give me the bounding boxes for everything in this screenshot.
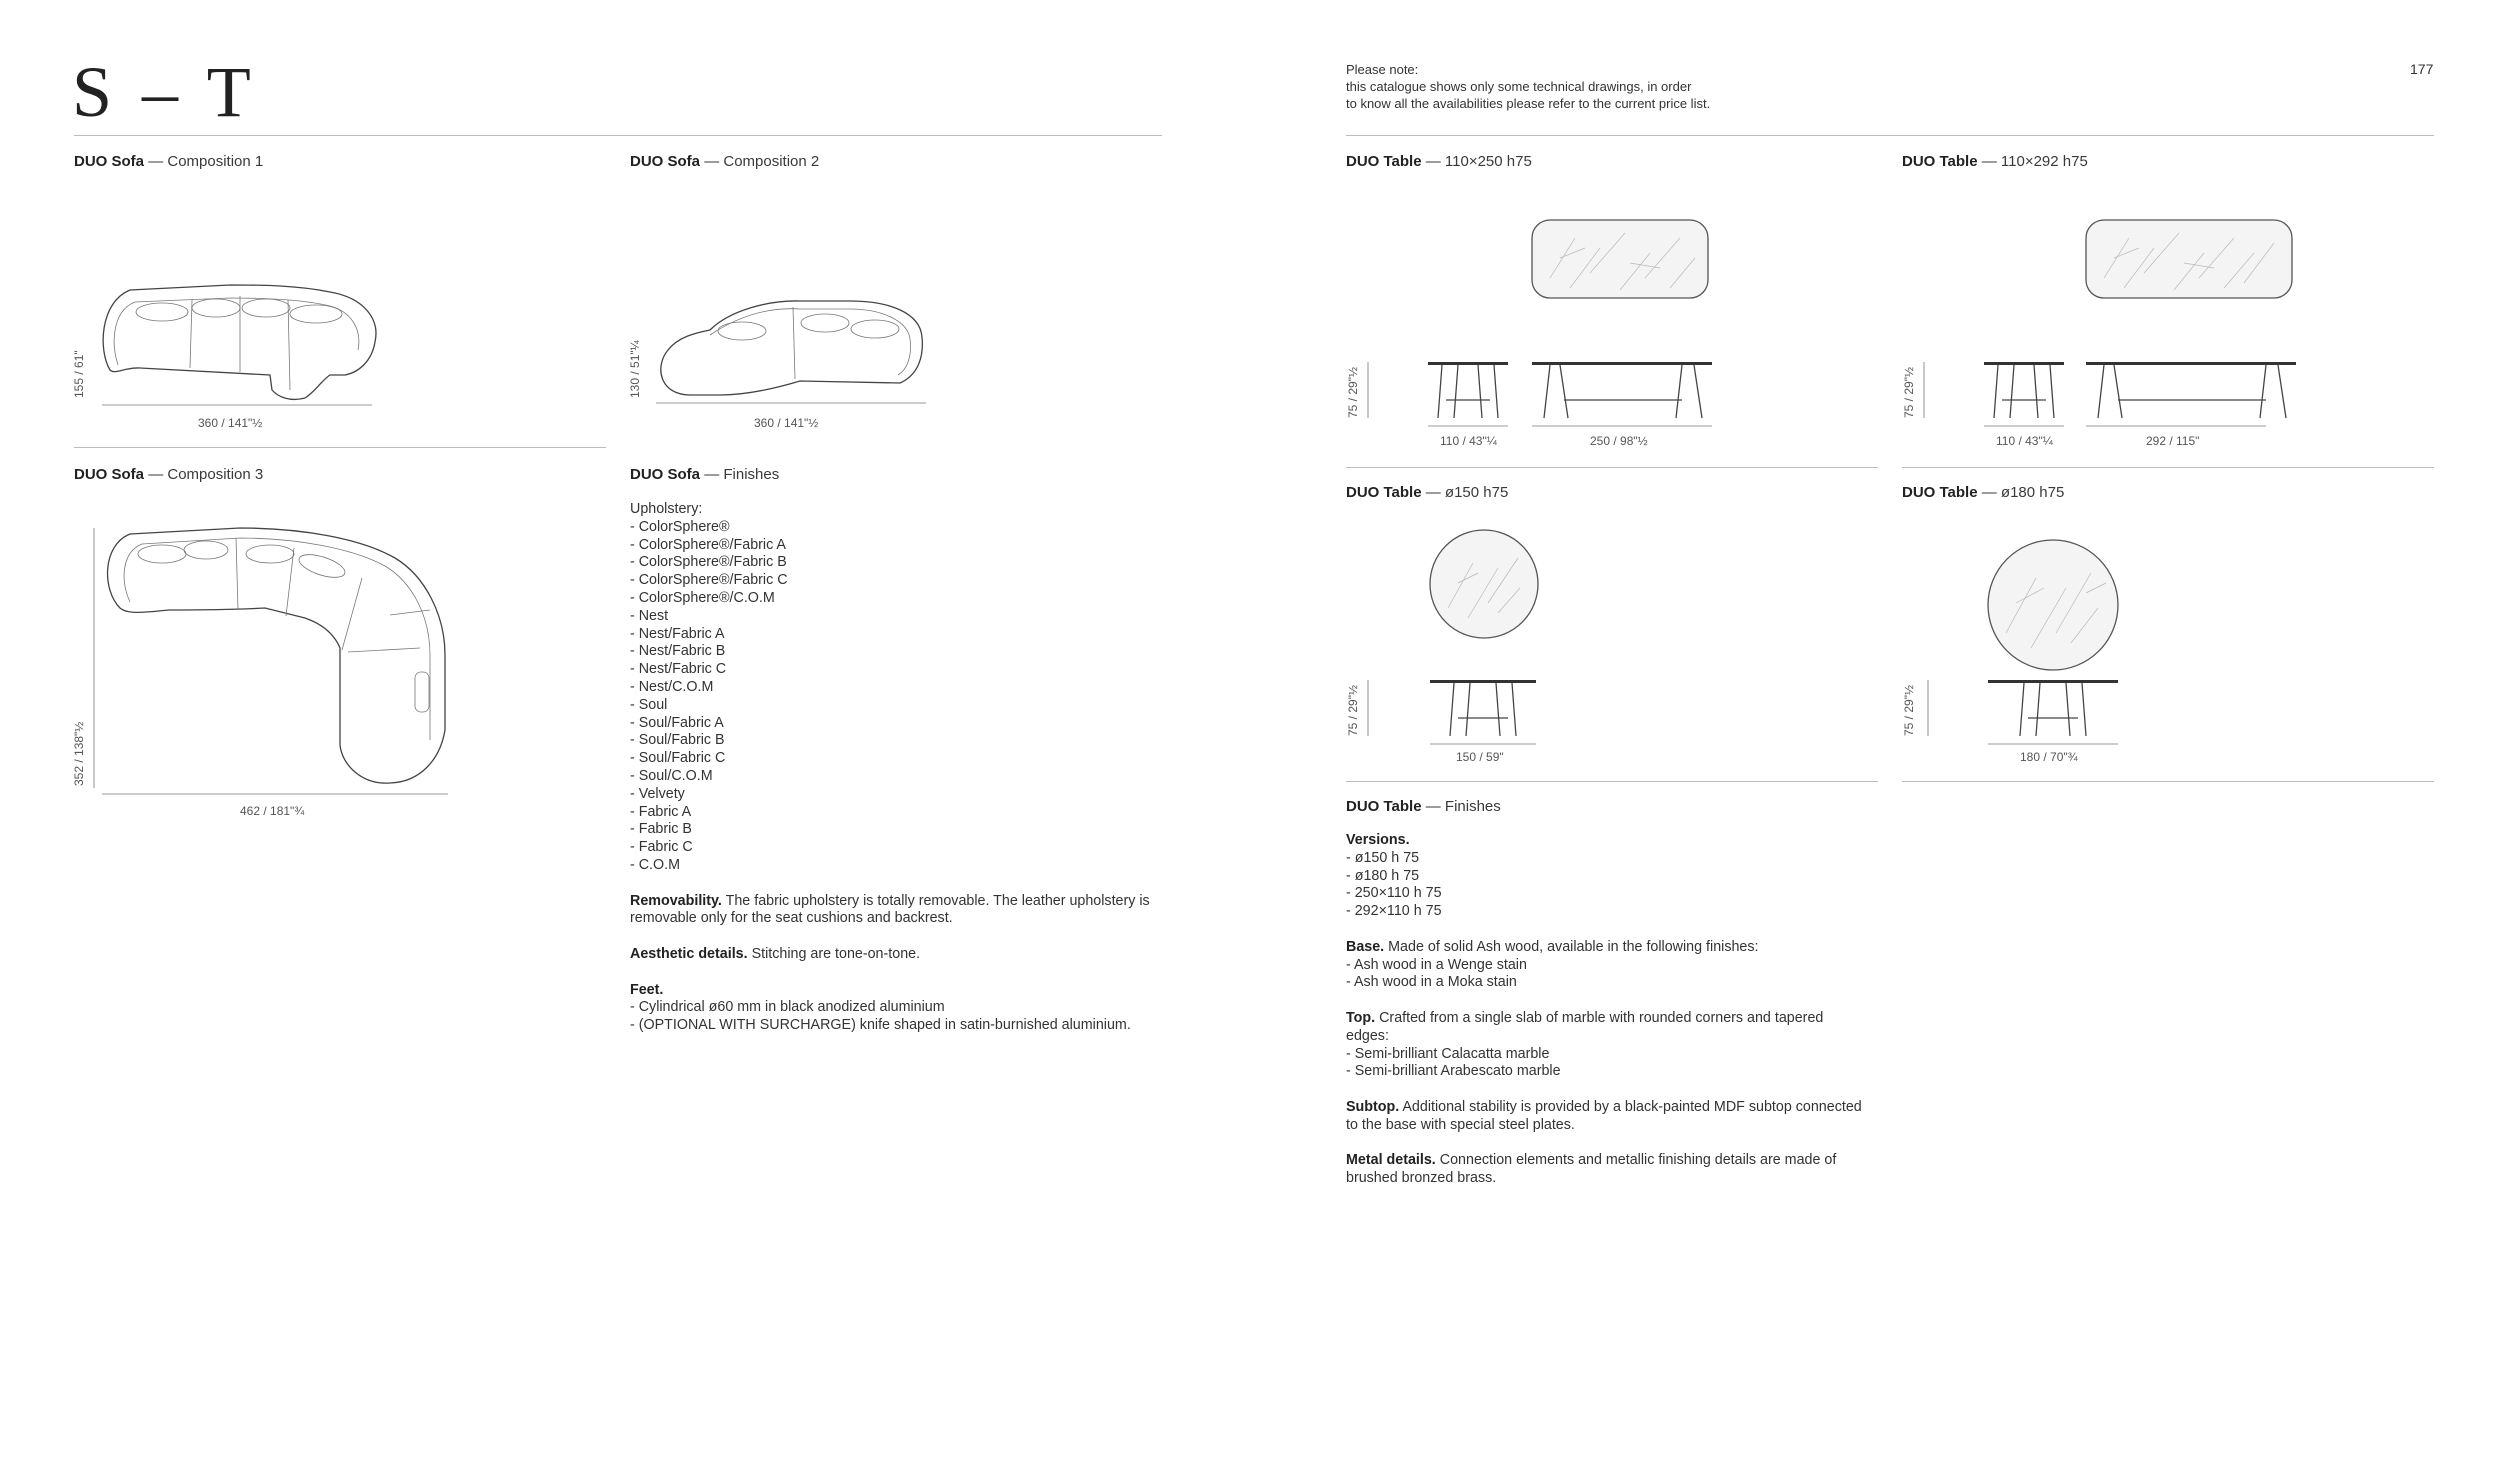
list-item: - Fabric B [630,821,692,838]
list-item: - ø150 h 75 [1346,849,1420,866]
list-item: - C.O.M [630,856,681,873]
list-item: - Soul/Fabric C [630,750,726,767]
sofa-composition-2-drawing [650,295,940,405]
list-item: - Fabric C [630,839,693,856]
dimension-width: 360 / 141"½ [754,416,819,430]
dimension-height: 75 / 29"½ [1902,685,1916,736]
sofa-finishes-text [630,501,1170,1035]
table-150-elevation [1428,678,1538,748]
list-item: - Nest [630,607,669,624]
list-item: - Velvety [630,785,685,802]
sofa-composition-1-drawing [90,280,390,410]
list-item: - Soul/C.O.M [630,767,713,784]
list-item: - ColorSphere®/C.O.M [630,589,775,606]
table-150-top-view [1428,528,1540,640]
list-item: - Cylindrical ø60 mm in black anodized aluminium [630,999,945,1016]
dimension-length: 292 / 115" [2146,434,2200,448]
list-item: - 292×110 h 75 [1346,903,1442,920]
top-list [1346,1046,1866,1082]
section-title-table-150: DUO Table — ø150 h75 [1346,484,1509,501]
table-250-elevation [1420,360,1720,430]
list-item: - ColorSphere® [630,518,730,535]
section-title-table-250: DUO Table — 110×250 h75 [1346,153,1532,170]
removability-paragraph: Removability. The fabric upholstery is totally removable. The leather upholstery is removable only for the seat cushions and backrest. [630,892,1150,927]
list-item: - Ash wood in a Moka stain [1346,974,1517,991]
section-title-table-finishes: DUO Table — Finishes [1346,798,1501,815]
versions-list [1346,850,1866,921]
table-finishes-text [1346,832,1866,1188]
dimension-height: 75 / 29"½ [1902,367,1916,418]
list-item: - Semi-brilliant Calacatta marble [1346,1045,1550,1062]
list-item: - ColorSphere®/Fabric C [630,572,788,589]
section-title-composition-1: DUO Sofa — Composition 1 [74,153,264,170]
table-250-top-view [1530,218,1710,300]
dimension-height: 130 / 51"¼ [628,340,642,398]
dimension-height: 75 / 29"½ [1346,367,1360,418]
table-180-elevation [1986,678,2120,748]
upholstery-label: Upholstery: [630,501,703,517]
list-item: - 250×110 h 75 [1346,885,1442,902]
divider [1902,467,2434,468]
section-title-composition-2: DUO Sofa — Composition 2 [630,153,820,170]
dimension-width: 462 / 181"¾ [240,804,305,818]
upholstery-list [630,519,1170,875]
sofa-composition-3-drawing [90,520,470,800]
dimension-diameter: 150 / 59" [1456,750,1504,764]
dimension-height: 75 / 29"½ [1346,685,1360,736]
base-paragraph: Base. Made of solid Ash wood, available in the following finishes: [1346,938,1759,955]
table-292-top-view [2084,218,2294,300]
table-180-top-view [1986,538,2120,672]
divider [74,135,1162,136]
list-item: - Soul/Fabric B [630,732,725,749]
section-title-table-292: DUO Table — 110×292 h75 [1902,153,2088,170]
dimension-height: 155 / 61" [72,350,86,398]
divider [1902,781,2434,782]
dimension-height: 352 / 138"½ [72,721,86,786]
top-paragraph: Top. Crafted from a single slab of marble with rounded corners and tapered edges: [1346,1009,1824,1044]
section-title-composition-3: DUO Sofa — Composition 3 [74,466,264,483]
list-item: - Ash wood in a Wenge stain [1346,956,1527,973]
section-title-table-180: DUO Table — ø180 h75 [1902,484,2065,501]
dimension-depth: 110 / 43"¼ [1996,434,2053,448]
list-item: - Nest/Fabric A [630,625,725,642]
dimension-depth: 110 / 43"¼ [1440,434,1497,448]
base-list [1346,957,1866,993]
list-item: - ColorSphere®/Fabric A [630,536,786,553]
section-title-sofa-finishes: DUO Sofa — Finishes [630,466,780,483]
versions-label: Versions. [1346,832,1410,848]
divider [74,447,606,448]
dimension-width: 360 / 141"½ [198,416,263,430]
list-item: - ColorSphere®/Fabric B [630,554,787,571]
list-item: - Nest/Fabric B [630,643,726,660]
list-item: - Fabric A [630,803,692,820]
list-item: - Nest/Fabric C [630,661,727,678]
page-number: 177 [2410,61,2434,77]
feet-label: Feet. [630,981,664,998]
table-292-elevation [1976,360,2316,430]
divider [1346,781,1878,782]
dimension-diameter: 180 / 70"¾ [2020,750,2078,764]
list-item: - Nest/C.O.M [630,678,714,695]
please-note: Please note: this catalogue shows only some technical drawings, in order to know all the availabilities please refer to the current price list. [1346,62,1711,111]
subtop-paragraph: Subtop. Additional stability is provided by a black-painted MDF subtop connected to the base with special steel plates. [1346,1098,1862,1133]
list-item: - (OPTIONAL WITH SURCHARGE) knife shaped in satin-burnished aluminium. [630,1017,1131,1034]
list-item: - Semi-brilliant Arabescato marble [1346,1063,1561,1080]
divider [1346,467,1878,468]
dimension-length: 250 / 98"½ [1590,434,1648,448]
list-item: - Soul [630,696,668,713]
list-item: - Soul/Fabric A [630,714,724,731]
page-title: S – T [72,52,257,132]
list-item: - ø180 h 75 [1346,867,1420,884]
divider [1346,135,2434,136]
aesthetic-paragraph: Aesthetic details. Stitching are tone-on-tone. [630,945,921,962]
metal-paragraph: Metal details. Connection elements and metallic finishing details are made of brushed bronzed brass. [1346,1152,1837,1187]
feet-list [630,999,1170,1035]
